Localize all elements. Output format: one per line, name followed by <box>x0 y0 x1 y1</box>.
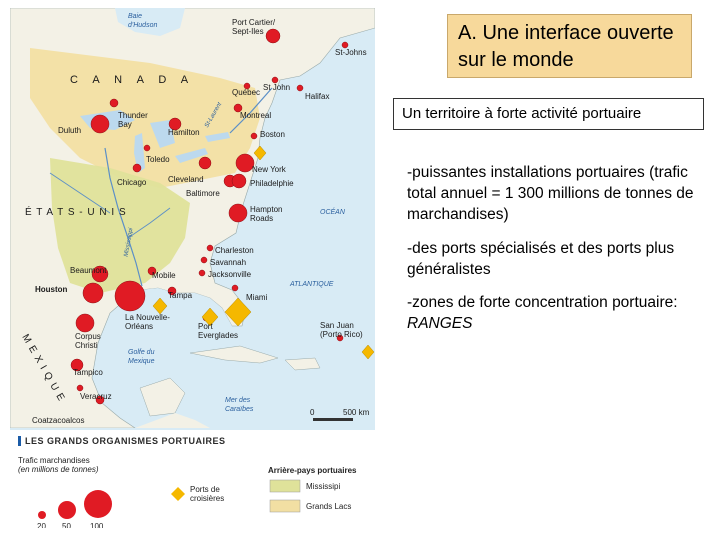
port-marker-duluth <box>91 115 109 133</box>
port-marker-savannah <box>201 257 207 263</box>
legend-circle-20 <box>38 511 46 519</box>
legend-title: LES GRANDS ORGANISMES PORTUAIRES <box>18 436 226 446</box>
label-golfe-mexique: Golfe du Mexique <box>128 349 155 365</box>
port-label-montreal: Montreal <box>240 111 272 120</box>
port-label-tampa: Tampa <box>168 291 193 300</box>
label-mer-caraibes: Mer des Caraïbes <box>225 397 254 413</box>
legend-traffic-unit: (en millions de tonnes) <box>18 465 99 474</box>
port-label-philadelphie: Philadelphie <box>250 179 294 188</box>
port-label-beaumont: Beaumont <box>70 266 107 275</box>
slide-title: A. Une interface ouverte sur le monde <box>447 14 692 78</box>
port-marker-philadelphie <box>232 174 246 188</box>
port-label-port-cartier: Port Cartier/ Sept-Iles <box>232 18 276 36</box>
label-etats-unis: É T A T S - U N I S <box>25 207 127 218</box>
port-label-veracruz: Veracruz <box>80 392 112 401</box>
scale-km-label: 500 km <box>343 408 370 417</box>
port-label-coatzacoalcos: Coatzacoalcos <box>32 416 85 425</box>
port-label-duluth: Duluth <box>58 126 82 135</box>
port-label-tampico: Tampico <box>73 368 103 377</box>
port-label-savannah: Savannah <box>210 258 247 267</box>
port-label-st-johns: St-Johns <box>335 48 367 57</box>
legend-cruise-diamond <box>171 487 185 501</box>
port-marker-halifax <box>297 85 303 91</box>
port-label-jacksonville: Jacksonville <box>208 270 252 279</box>
bullet-installations: -puissantes installations portuaires (trafic total annuel = 1 300 millions de tonnes de marchandises) <box>407 164 694 223</box>
port-marker-charleston <box>207 245 213 251</box>
legend-value-50: 50 <box>62 522 71 528</box>
legend-value-100: 100 <box>90 522 104 528</box>
label-st-laurent: St-Laurent <box>203 101 224 129</box>
legend-symbols <box>10 430 375 528</box>
port-marker-veracruz <box>77 385 83 391</box>
port-label-san-juan: San Juan (Porto Rico) <box>320 321 363 339</box>
port-label-corpus-christi: Corpus Christi <box>75 332 101 350</box>
cruise-marker-san-juan <box>362 345 374 359</box>
bullet-ranges-text: -zones de forte concentration portuaire: <box>407 294 678 311</box>
port-label-charleston: Charleston <box>215 246 254 255</box>
port-label-mobile: Mobile <box>152 271 176 280</box>
label-canada: C A N A D A <box>70 74 195 86</box>
bullet-ranges-emphasis: RANGES <box>407 315 473 332</box>
port-marker-houston <box>83 283 103 303</box>
legend-circle-50 <box>58 501 76 519</box>
hispaniola <box>285 358 320 370</box>
legend-value-20: 20 <box>37 522 46 528</box>
map-legend <box>10 430 375 528</box>
port-label-quebec: Québec <box>232 88 261 97</box>
scale-zero-label: 0 <box>310 408 315 417</box>
bullet-ranges <box>407 292 707 334</box>
slide-subtitle: Un territoire à forte activité portuaire <box>393 98 704 130</box>
port-label-nouvelle-orleans: La Nouvelle-Orléans <box>125 313 170 331</box>
port-marker-cleveland <box>199 157 211 169</box>
legend-traffic-title: Trafic marchandises <box>18 456 90 465</box>
port-label-baltimore: Baltimore <box>186 189 220 198</box>
port-label-cleveland: Cleveland <box>168 175 204 184</box>
port-label-st-john: St John <box>263 83 291 92</box>
port-label-port-everglades: Port Everglades <box>198 322 239 340</box>
label-mexique: M E X I Q U E <box>19 332 67 404</box>
port-marker-miami <box>232 285 238 291</box>
port-label-boston: Boston <box>260 130 285 139</box>
label-atlantique: ATLANTIQUE <box>290 281 334 288</box>
port-marker-jacksonville <box>199 270 205 276</box>
yucatan <box>140 378 185 416</box>
port-label-miami: Miami <box>246 293 268 302</box>
scale-bar <box>313 418 353 421</box>
port-label-houston: Houston <box>35 285 68 294</box>
port-marker-boston <box>251 133 257 139</box>
port-label-hampton-roads: Hampton Roads <box>250 205 283 223</box>
port-marker-toledo <box>144 145 150 151</box>
port-label-toledo: Toledo <box>146 155 170 164</box>
legend-great-lakes-swatch <box>270 500 300 512</box>
port-marker-thunder-bay <box>110 99 118 107</box>
legend-circle-100 <box>84 490 112 518</box>
port-label-chicago: Chicago <box>117 178 147 187</box>
port-label-hamilton: Hamilton <box>168 128 200 137</box>
port-marker-corpus-christi <box>76 314 94 332</box>
port-label-halifax: Halifax <box>305 92 330 101</box>
label-ocean: OCÉAN <box>320 209 345 216</box>
port-marker-hampton-roads <box>229 204 247 222</box>
legend-great-lakes-label: Grands Lacs <box>306 502 352 511</box>
label-mississippi: Mississippi <box>123 227 135 258</box>
map-svg <box>10 8 375 428</box>
map-panel <box>10 8 375 528</box>
port-label-thunder-bay: Thunder Bay <box>118 111 148 129</box>
legend-mississippi-label: Mississipi <box>306 482 341 491</box>
legend-hinterland-title: Arrière-pays portuaires <box>268 466 357 475</box>
bullet-specialised-ports: -des ports spécialisés et des ports plus généralistes <box>407 240 675 278</box>
port-marker-chicago <box>133 164 141 172</box>
legend-cruise-label: Ports de croisières <box>190 485 225 503</box>
port-label-new-york: New York <box>252 165 286 174</box>
port-marker-nouvelle-orleans <box>115 281 145 311</box>
label-baie-hudson: Baie d'Hudson <box>128 13 158 29</box>
legend-mississippi-swatch <box>270 480 300 492</box>
central-america <box>135 413 210 428</box>
